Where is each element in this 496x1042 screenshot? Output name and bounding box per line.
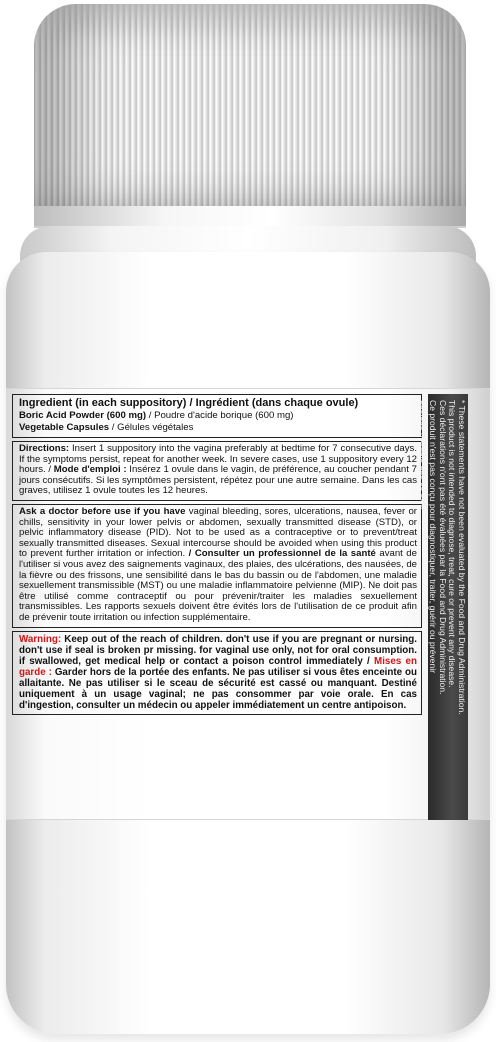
bottle-cap-rim <box>34 206 466 228</box>
fda-line-4: Ce produit n'est pas conçu pour diagnostiquer, traiter, guérir ou prévenir <box>428 400 439 673</box>
ingredients-box <box>12 394 422 438</box>
ingredient-boric-acid-en: Boric Acid Powder (600 mg) <box>19 410 147 421</box>
bottle-cap <box>34 4 466 216</box>
ask-doctor-label: Ask a doctor before use if you have <box>19 505 186 517</box>
ask-doctor-text-fr: avant de l'utiliser si vous avez des saignements vaginaux, des plaies, des ulcérations, des nausées, de la fièvre ou des frissons, une sensibilité dans le bas du bassin ou de l'abdomen, une maladie sexuellement transmissible (MST) ou une maladie inflammatoire pelvienne (MIP). Ne doit pas être utilisé comme contraceptif ou pour prévenir/traiter les maladies sexuellement transmissibles. Les rapports sexuels doivent être évités lors de l'utilisation de ce produit afin de prévenir toute irritation ou infection supplémentaire. <box>19 548 417 623</box>
ingredient-capsules-en: Vegetable Capsules <box>19 422 110 433</box>
fda-line-2: This product is not intended to diagnose, treat, cure or prevent any disease. <box>447 400 458 688</box>
directions-box <box>12 441 422 501</box>
ingredient-capsules-fr: / Gélules végétales <box>111 422 194 433</box>
fda-statement-text <box>418 394 468 820</box>
fda-line-1: * These statements have not been evaluated by the Food and Drug Administration. <box>457 400 467 715</box>
directions-text-en: Insert 1 suppository into the vagina preferably at bedtime for 7 consecutive days. If the symptoms persist, repeat for another week. In severe cases, use 1 suppository every 12 hours. / <box>19 443 417 476</box>
warning-label: Warning: <box>19 633 62 645</box>
fda-line-5: quelque maladie que ce soit. <box>418 400 429 510</box>
ingredients-title-fr: Ingrédient (dans chaque ovule) <box>195 397 359 409</box>
directions-label: Directions: <box>19 443 70 454</box>
consulter-label: / Consulter un professionnel de la santé <box>188 548 376 560</box>
ask-doctor-text-en: vaginal bleeding, sores, ulcerations, nausea, fever or chills, sensitivity in your lower pelvis or abdomen, sexually transmitted disease (STD), or pelvic inflammatory disease (PID). Not to be used as a contraceptive or to prevent/treat sexually transmitted diseases. Sexual intercourse should be avoided when using this product to prevent further irritation or infection. <box>19 505 417 560</box>
ingredient-boric-acid-fr: / Poudre d'acide borique (600 mg) <box>148 410 294 421</box>
directions-text-fr: Insérez 1 ovule dans le vagin, de préférence, au coucher pendant 7 jours consécutifs. Si les symptômes persistent, répétez pour une autre semaine. Dans les cas graves, utilisez 1 ovule toutes les 12 heures. <box>19 464 417 497</box>
ask-doctor-box <box>12 504 422 628</box>
fda-line-3: Ces déclarations n'ont pas été évaluées par la Food and Drug Administration. <box>437 400 448 695</box>
label-text-panel <box>12 394 422 718</box>
warning-text-en: Keep out of the reach of children. don't use if you are pregnant or nursing. don't use if seal is broken pr missing. for vaginal use only, not for oral consumption. if swallowed, get medical help or contact a poison control immediately / <box>19 633 417 667</box>
fda-statement-sidebar <box>418 394 468 820</box>
ingredients-title-en: Ingredient (in each suppository) / <box>19 397 193 409</box>
warning-box <box>12 631 422 715</box>
mises-en-garde-label: Mises en garde : <box>19 655 417 678</box>
warning-text-fr: Garder hors de la portée des enfants. Ne pas utiliser si vous êtes enceinte ou allaitante. Ne pas utiliser si le sceau de sécurité est cassé ou manquant. Destiné uniquement à un usage vaginal; ne pas consommer par voie orale. En cas d'ingestion, consulter un médecin ou appeler immédiatement un centre antipoison. <box>19 666 417 711</box>
directions-label-fr: Mode d'emploi : <box>53 464 127 476</box>
